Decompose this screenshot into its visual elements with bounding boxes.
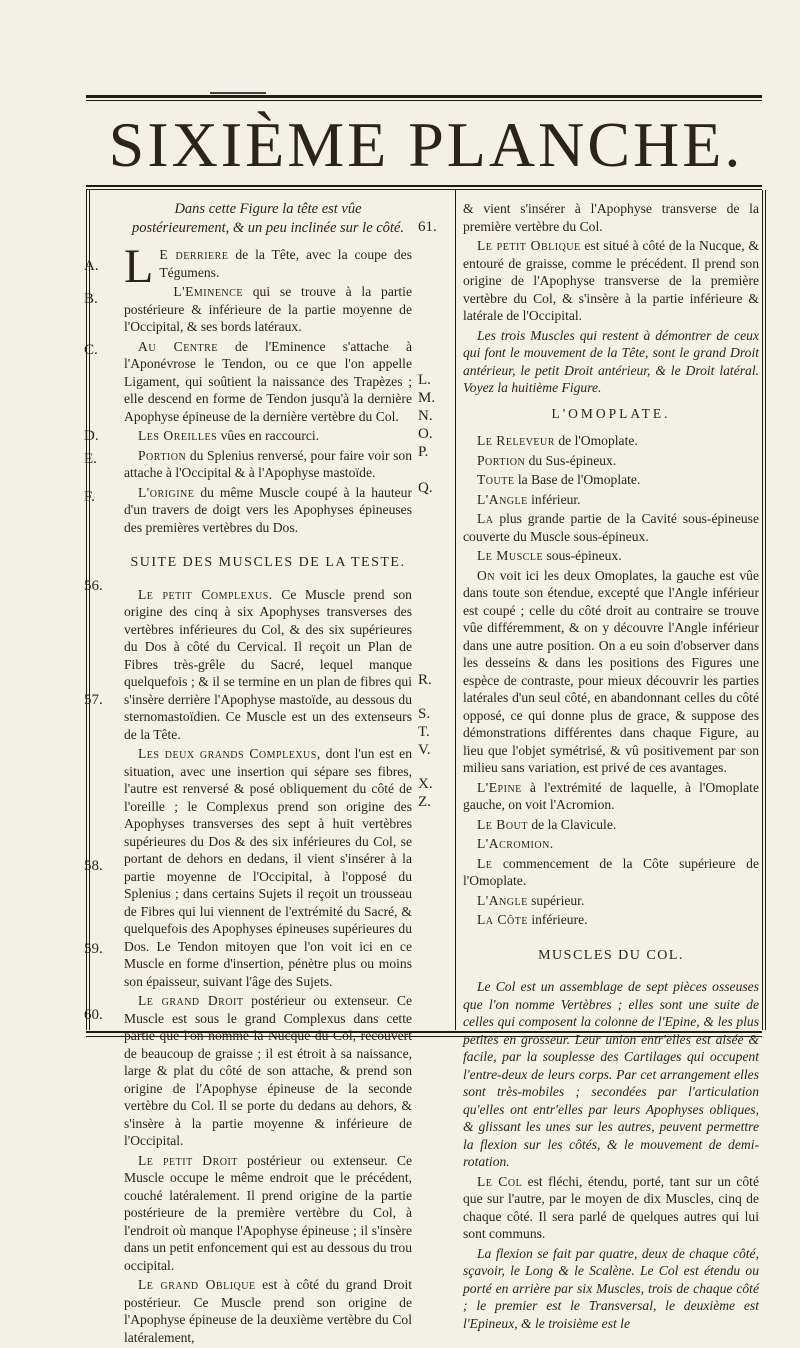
paragraph-continued: & vient s'insérer à l'Apophyse transverse de la première vertèbre du Col. [463,201,759,234]
italic-flexion: La flexion se fait par quatre, deux de chaque côté, sçavoir, le Long & le Scalène. Le Col est étendu ou porté en arrière par six Muscles, trois de chaque côté ; le premier est le Transversal, le deuxième est l'Epineux, & le troisième est le [463,1245,759,1331]
section-heading-col: MUSCLES DU COL. [538,947,684,963]
paragraph-C: Au Centre de l'Eminence s'attache à l'Aponévrose le Tendon, ou ce que l'on appelle Ligament, qui soûtient la naissance des Trapèzes ; elle descend en forme de Tendon jusqu'à la dernière Apophyse épineuse de la dernière vertèbre du Col. [124,338,412,424]
margin-label-N: N. [418,408,433,424]
margin-label-C: C. [84,342,98,358]
margin-label-57: 57. [84,692,103,708]
paragraph-60: Le grand Oblique est à côté du grand Droit postérieur. Ce Muscle prend son origine de l'Apophyse épineuse de la deuxième vertèbre du Col latéralement, [124,1277,413,1345]
paragraph-S: Le Bout de la Clavicule. [477,816,617,832]
page-title: SIXIÈME PLANCHE. [108,109,744,180]
margin-label-P: P. [418,444,429,460]
margin-label-X: X. [418,776,433,792]
paragraph-L: Le Releveur de l'Omoplate. [477,433,638,448]
margin-label-V: V. [418,742,431,758]
paragraph-57: Les deux grands Complexus, dont l'un est en situation, avec une insertion qui sépare ses fibres, l'autre est renversé & posé obliquement du côté de l'oreille ; le Complexus prend son origine des Apophyses transverses des sept à huit vertèbres supérieures du Dos & des six inférieures du Col, se portant de dehors en dedans, il vient s'insérer à la partie moyenne de l'Occipital, à l'opposé du Splenius ; dans certains Sujets il reçoit un trousseau de Fibres qui lui viennent de l'extrémité du Sacré, & quelquefois des Apophyses épineuses supérieures du Dos. Le Tendon mitoyen que l'on voit ici en ce Muscle en forme d'insertion, pénètre plus ou moins son épaisseur, suivant l'âge des Sujets. [124,746,412,989]
margin-label-O: O. [418,426,433,442]
margin-label-56: 56. [84,578,103,594]
paragraph-M: Portion du Sus-épineux. [477,452,617,468]
italic-note: Les trois Muscles qui restent à démontrer de ceux qui font le mouvement de la Tête, sont le grand Droit antérieur, le petit Droit antérieur, & le Droit latéral. Voyez la huitième Figure. [463,327,759,395]
border-right-outer [765,190,766,1030]
margin-label-D: D. [84,428,99,444]
paragraph-58: Le grand Droit postérieur ou extenseur. Ce Muscle est sous le grand Complexus dans cette partie que l'on nomme la Nucque du Col, recouvert de beaucoup de graisse ; il est étroit à sa naissance, large & plat du côté de son attache, & prend son origine de l'Apophyse épineuse de la seconde vertèbre du Col. Il se porte du dedans au dehors, & s'insère à la partie moyenne & inférieure de l'Occipital. [124,993,412,1148]
header-rule [86,185,762,187]
margin-label-L: L. [418,372,431,388]
figure-intro: Dans cette Figure la tête est vûe postérieurement, & un peu inclinée sur le côté. [131,201,405,236]
paragraph-Q-note: On voit ici les deux Omoplates, la gauche est vûe dans toute son étendue, excepté que l'Angle inférieur est coupé ; celle du côté droit au contraire se trouve vûe différemment, & on y découvre l'Angle inférieur dans une autre position. On a eu soin d'observer dans les desseins & dans les positions des Figures une espèce de contraste, pour mieux découvrir les parties latérales d'un seul côté, en abandonnant celles du côté opposé, ce qui donne plus de grace, & suppose des démonstrations différentes dans chaque Figure, au lieu que l'objet symétrisé, & vû positivement par son milieu sans variation, est privé de ces avantages. [463,567,759,775]
margin-label-58: 58. [84,858,103,874]
margin-label-E: E. [84,451,97,467]
paragraph-T: L'Acromion. [477,836,554,851]
column-divider [455,190,456,1030]
right-column [463,200,759,1334]
margin-label-60: 60. [84,1007,103,1023]
border-left-inner [89,190,90,1030]
header-rule-thin [86,189,762,190]
top-rule-thin [86,100,762,101]
border-left [86,190,87,1030]
paragraph-Z: La Côte inférieure. [477,912,588,927]
margin-label-Q: Q. [418,480,433,496]
italic-col-intro: Le Col est un assemblage de sept pièces osseuses que l'on nomme Vertèbres ; elles sont une suite de celles qui composent la colonne de l'Epine, & les plus petites en grosseur. Leur union entr'elles est aisée & facile, par la souplesse des Cartilages qui occupent l'entre-deux de leurs corps. Par cet arrangement elles sont très-mobiles ; secondées par l'articulation qu'elles ont entr'elles par leurs Apophyses obliques, & glissant les unes sur les autres, peuvent permettre la flexion sur les côtés, & le mouvement de demi-rotation. [463,979,759,1169]
margin-label-R: R. [418,672,432,688]
top-rule [86,95,762,98]
paragraph-V: Le commencement de la Côte supérieure de l'Omoplate. [463,855,759,888]
paragraph-F: L'origine du même Muscle coupé à la hauteur d'un travers de doigt vers les Apophyses épineuses des premières vertèbres du Dos. [124,484,412,535]
paragraph-col: Le Col est fléchi, étendu, porté, tant sur un côté que sur l'autre, par le moyen de dix Muscles, cinq de chaque côté. Il sera parlé de quelques autres qui lui sont communs. [463,1173,759,1241]
left-column [124,200,412,1348]
margin-label-M: M. [418,390,436,406]
margin-label-Z: Z. [418,794,431,810]
paragraph-D: Les Oreilles vûes en raccourci. [138,428,320,443]
paragraph-56: Le petit Complexus. Ce Muscle prend son origine des cinq à six Apophyses transverses des vertèbres inférieures du Col, & des six supérieures du Dos à côté du Cervical. Il reçoit un Plan de Fibres très-grêle du Sacré, lequel manque quelquefois ; & il se termine en un plan de fibres qui s'insère derrière l'Apophyse mastoïde, au dessous du sternomastoïdien. Ce Muscle est un des extenseurs de la Tête. [124,586,412,742]
margin-label-T: T. [418,724,430,740]
paragraph-59: Le petit Droit postérieur ou extenseur. Ce Muscle occupe le même endroit que le précédent, couché latéralement. Il prend origine de la partie postérieure de la première vertèbre du Col, à l'endroit où manque l'Apophyse épineuse ; il s'insère dans un petit enfoncement qui est au dessous du trou occipital. [124,1152,412,1273]
paragraph-A: L E derriere de la Tête, avec la coupe des Tégumens. [124,240,412,293]
top-tick-mark [210,92,266,94]
paragraph-P: La plus grande partie de la Cavité sous-épineuse couverte du Muscle sous-épineux. [463,511,759,544]
paragraph-X: L'Angle supérieur. [477,892,585,908]
paragraph-O: L'Angle inférieur. [477,491,581,507]
margin-label-61: 61. [418,219,437,235]
paragraph-E: Portion du Splenius renversé, pour faire voir son attache à l'Occipital & à l'Apophyse mastoïde. [124,447,412,480]
paragraph-N: Toute la Base de l'Omoplate. [477,472,641,487]
margin-label-F: F. [84,489,95,505]
paragraph-61: Le petit Oblique est situé à côté de la Nucque, & entouré de graisse, comme le précédent. Il prend son origine de l'Apophyse transverse de la première vertèbre du Col, & s'insère à la partie inférieure & latérale de l'Occipital. [463,238,759,323]
drop-cap: L [124,240,154,293]
paragraph-B: L'Eminence qui se trouve à la partie postérieure & inférieure de la partie moyenne de l'Occipital, & ses bords latéraux. [124,284,412,334]
border-right [762,190,763,1030]
paragraph-Q: Le Muscle sous-épineux. [477,548,622,563]
subsection-heading: L'OMOPLATE. [551,405,671,421]
margin-label-B: B. [84,291,98,307]
section-heading: SUITE DES MUSCLES DE LA TESTE. [130,555,406,570]
margin-label-59: 59. [84,941,103,957]
margin-label-S: S. [418,706,431,722]
paragraph-R: L'Epine à l'extrémité de laquelle, à l'Omoplate gauche, on voit l'Acromion. [463,779,759,812]
margin-label-A: A. [84,258,99,274]
